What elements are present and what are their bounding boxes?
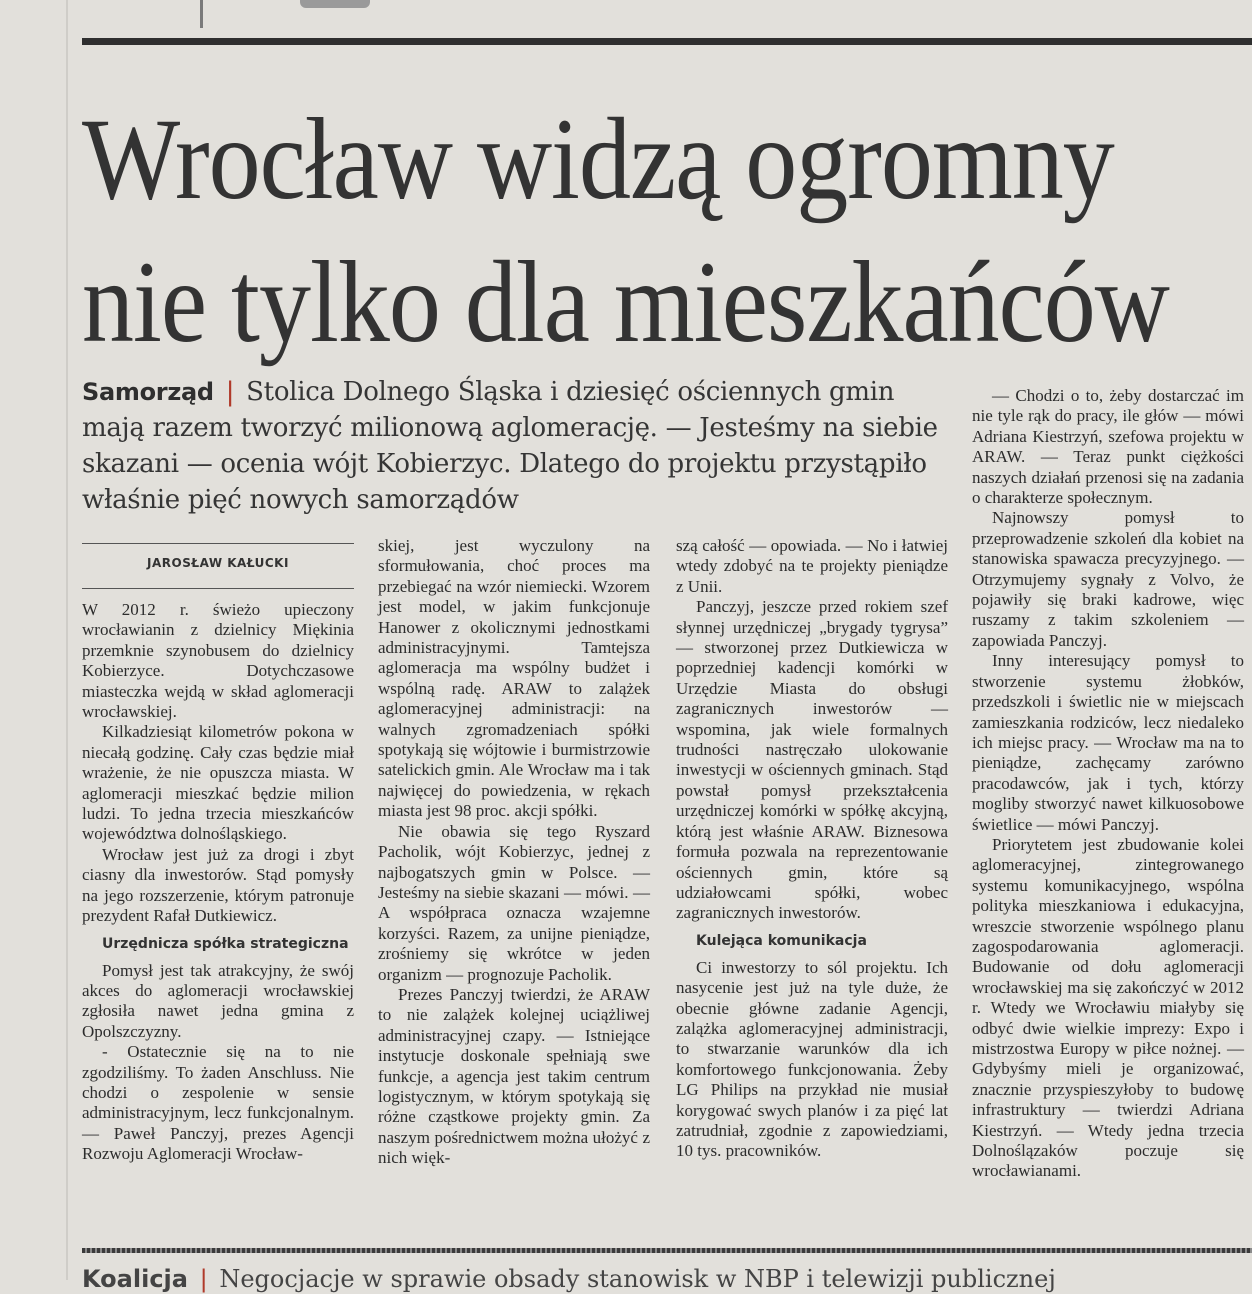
col4-paragraph-2: Najnowszy pomysł to przeprowadzenie szkoleń dla kobiet na stanowiska spawacza precyzyjnego. — Otrzymujemy sygnały z Volvo, że pojawiły się braki kadrowe, więc ruszamy z takim szkoleniem — zapowiada Panczyj.: [972, 508, 1244, 650]
bottom-rule: [82, 1248, 1252, 1253]
top-section-tab: [300, 0, 370, 8]
col2-paragraph-1: skiej, jest wyczulony na sformułowania, choć proces ma przebiegać na wzór niemiecki. Wzorem jest model, w jakim funkcjonuje Hanower z okolicznymi jednostkami administracyjnymi. Tamtejsza aglomeracja ma wspólny budżet i wspólną radę. ARAW to zalążek aglomeracyjnej administracji: na walnych zgromadzeniach spółki spotykają się wójtowie i burmistrzowie satelickich gmin. Ale Wrocław ma i tak najwięcej do powiedzenia, w rękach miasta jest 98 proc. akcji spółki.: [378, 536, 650, 821]
byline-rule-top: [82, 543, 354, 544]
col1-paragraph-5: - Ostatecznie się na to nie zgodziliśmy. To żaden Anschluss. Nie chodzi o zespolenie w sensie administracyjnym, lecz funkcjonalnym. — Paweł Panczyj, prezes Agencji Rozwoju Aglomeracji Wrocław-: [82, 1042, 354, 1164]
col1-paragraph-3: Wrocław jest już za drogi i zbyt ciasny dla inwestorów. Stąd pomysły na jego rozszerzenie, którym patronuje prezydent Rafał Dutkiewicz.: [82, 844, 354, 926]
next-article-headline: [82, 1264, 1252, 1294]
col3-subhead: Kulejąca komunikacja: [696, 932, 867, 949]
lead-text: Stolica Dolnego Śląska i dziesięć ościennych gmin mają razem tworzyć milionową aglomerację. — Jesteśmy na siebie skazani — ocenia wójt Kobierzyc. Dlatego do projektu przystąpiło właśnie pięć nowych samorządów: [82, 377, 938, 515]
col4-paragraph-4: Priorytetem jest zbudowanie kolei aglomeracyjnej, zintegrowanego systemu komunikacyjnego, wspólna polityka mieszkaniowa i edukacyjna, wreszcie stworzenie wspólnego planu zagospodarowania aglomeracji. Budowanie od dołu aglomeracji wrocławskiej ma się zakończyć w 2012 r. Wtedy we Wrocławiu miałyby się odbyć dwie wielkie imprezy: Expo i mistrzostwa Europy w piłce nożnej. — Gdybyśmy mieli je organizować, znacznie przyspieszyłoby to budowę infrastruktury — twierdzi Adriana Kiestrzyń. — Wtedy jedna trzecia Dolnoślązaków poczuje się wrocławianami.: [972, 834, 1244, 1181]
col1-paragraph-4: Pomysł jest tak atrakcyjny, że swój akces do aglomeracji wrocławskiej zgłosiła nawet jedna gmina z Opolszczyzny.: [82, 960, 354, 1041]
top-section-marker: [200, 0, 203, 28]
col4-paragraph-3: Inny interesujący pomysł to stworzenie systemu żłobków, przedszkoli i świetlic nie w miejscach zamieszkania rodziców, lecz niedaleko ich miejsc pracy. — Wrocław ma na to pieniądze, zachęcamy zarówno pracodawców, jak i tych, którzy mogliby stworzyć nawet kilkuosobowe świetlice — mówi Panczyj.: [972, 651, 1244, 834]
byline: JAROSŁAW KAŁUCKI: [147, 556, 289, 570]
col1-paragraph-2: Kilkadziesiąt kilometrów pokona w niecałą godzinę. Cały czas będzie miał wrażenie, że nie opuszcza miasta. W aglomeracji mieszkać będzie milion ludzi. To jedna trzecia mieszkańców województwa dolnośląskiego.: [82, 722, 354, 844]
col4-paragraph-1: — Chodzi o to, żeby dostarczać im nie tyle rąk do pracy, ile głów — mówi Adriana Kiestrzyń, szefowa projektu w ARAW. — Teraz punkt ciężkości naszych działań przenosi się na zadania o charakterze społecznym.: [972, 386, 1244, 508]
headline: [82, 88, 1252, 375]
column-3: [676, 536, 948, 1162]
col3-paragraph-2: Panczyj, jeszcze przed rokiem szef słynnej urzędniczej „brygady tygrysa” — stworzonej przez Dutkiewicza w poprzedniej kadencji komórki w Urzędzie Miasta do obsługi zagranicznych inwestorów — wspomina, jak wiele formalnych trudności nastręczało ulokowanie inwestycji w ościennych gminach. Stąd powstał pomysł przekształcenia urzędniczej komórki w spółkę akcyjną, którą jest właśnie ARAW. Biznesowa formuła pozwala na reprezentowanie ościennych gmin, które są udziałowcami spółki, wobec zagranicznych inwestorów.: [676, 597, 948, 923]
col2-paragraph-2: Nie obawia się tego Ryszard Pacholik, wójt Kobierzyc, jednej z najbogatszych gmin w Polsce. — Jesteśmy na siebie skazani — mówi. — A współpraca oznacza wzajemne korzyści. Razem, za unijne pieniądze, zrośniemy się wkrótce w jeden organizm — prognozuje Pacholik.: [378, 821, 650, 984]
col1-subhead: Urzędnicza spółka strategiczna: [102, 935, 349, 952]
col3-paragraph-1: szą całość — opowiada. — No i łatwiej wtedy zdobyć na te projekty pieniądze z Unii.: [676, 536, 948, 596]
col2-paragraph-3: Prezes Panczyj twierdzi, że ARAW to nie zalążek kolejnej uciążliwej administracyjnej czapy. — Istniejące instytucje doskonale spełniają swe funkcje, a agencja jest takim centrum logistycznym, w którym spotykają się różne cząstkowe projekty gmin. Za naszym pośrednictwem można ułożyć z nich więk-: [378, 984, 650, 1168]
lead-separator: |: [225, 377, 235, 407]
top-rule: [82, 38, 1252, 45]
next-article-separator: |: [199, 1265, 208, 1293]
column-4: [972, 386, 1244, 1182]
page-gutter-line: [66, 0, 68, 1280]
column-1: [82, 600, 354, 1165]
next-article-text: Negocjacje w sprawie obsady stanowisk w NBP i telewizji publicznej: [219, 1265, 1056, 1293]
next-article-kicker: Koalicja: [82, 1265, 188, 1293]
byline-rule-bottom: [82, 588, 354, 589]
headline-line-2: nie tylko dla mieszkańców: [82, 238, 1169, 367]
lead-paragraph: [82, 374, 962, 518]
col3-paragraph-3: Ci inwestorzy to sól projektu. Ich nasycenie jest już na tyle duże, że obecnie główne zadanie Agencji, zalążka aglomeracyjnej administracji, to stwarzanie warunków dla ich komfortowego funkcjonowania. Żeby LG Philips na przykład nie musiał korygować swych planów i za pięć lat zatrudniał, zgodnie z zapowiedziami, 10 tys. pracowników.: [676, 957, 948, 1161]
column-2: [378, 536, 650, 1169]
col1-paragraph-1: W 2012 r. świeżo upieczony wrocławianin z dzielnicy Miękinia przemknie szynobusem do dzielnicy Kobierzyce. Dotychczasowe miasteczka wejdą w skład aglomeracji wrocławskiej.: [82, 600, 354, 722]
lead-kicker: Samorząd: [82, 378, 214, 406]
headline-line-1: Wrocław widzą ogromny: [82, 94, 1114, 224]
